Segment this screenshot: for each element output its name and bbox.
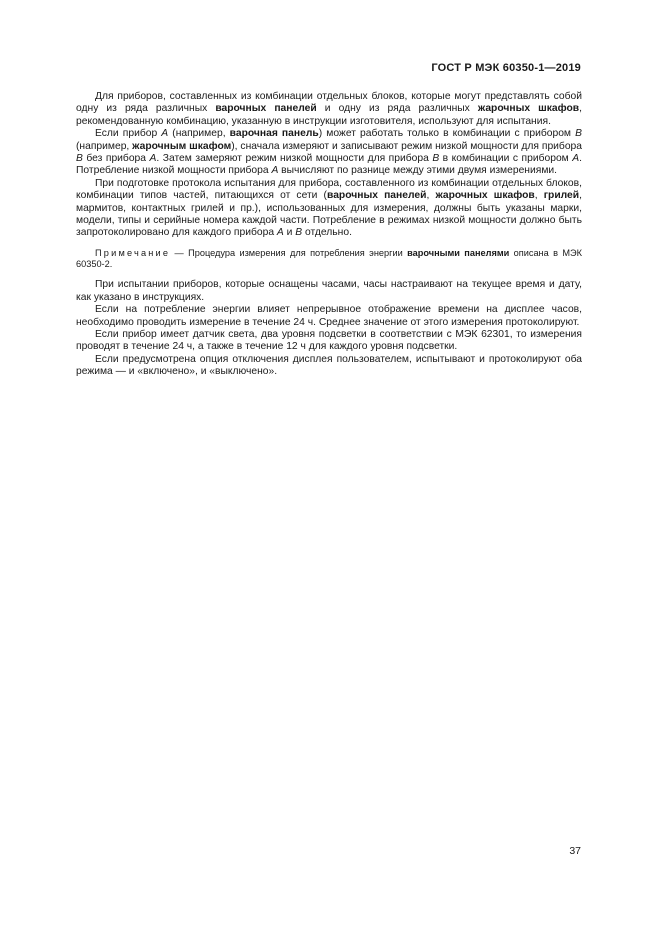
term-bold: варочными панелями [407, 247, 510, 258]
body-text [76, 91, 582, 379]
text-run: Если прибор [95, 128, 162, 140]
device-label: А [271, 165, 279, 177]
note-paragraph [76, 248, 582, 270]
text-run: , мармитов, контактных грилей и пр.), использованных для измерения, должны быть указаны марки, модели, типы и серийные номера каждой части. Потребление в режимах низкой мощности должно быть запротоколировано для каждого прибора [76, 190, 582, 239]
text-run: без прибора [82, 153, 150, 165]
paragraph-test-report [76, 178, 582, 240]
term-bold: жарочным шкафом [132, 140, 232, 152]
text-run: — Процедура измерения для потребления энергии [170, 247, 408, 258]
device-label: А [161, 128, 169, 140]
text-run: ), сначала измеряют и записывают режим низкой мощности для прибора [231, 140, 582, 152]
text-run: (например, [76, 140, 133, 152]
text-run: , [534, 190, 544, 202]
text-run: описана в МЭК 60350-2. [76, 247, 582, 270]
page-number: 37 [569, 845, 581, 857]
device-label: В [432, 153, 440, 165]
text-run: , рекомендованную комбинацию, указанную в инструкции изготовителя, используют для испытания. [76, 103, 582, 127]
text-run: (например, [168, 128, 230, 140]
device-label: А [149, 153, 157, 165]
paragraph-clock-setting: При испытании приборов, которые оснащены часами, часы настраивают на текущее время и дату, как указано в инструкциях. [76, 279, 582, 303]
standard-header: ГОСТ Р МЭК 60350-1—2019 [431, 62, 581, 74]
term-bold: варочных панелей [215, 103, 317, 115]
text-run: вычисляют по разнице между этими двумя измерениями. [278, 165, 558, 177]
paragraph-device-a-b [76, 128, 582, 178]
text-run: . Потребление низкой мощности прибора [76, 153, 583, 177]
device-label: А [572, 153, 580, 165]
text-run: и одну из ряда различных [316, 103, 478, 115]
term-bold: грилей [543, 190, 580, 202]
text-run: При подготовке протокола испытания для прибора, составленного из комбинации отдельных блоков, комбинации типов частей, питающихся от сети ( [76, 177, 582, 202]
paragraph-light-sensor: Если прибор имеет датчик света, два уровня подсветки в соответствии с МЭК 62301, то измерения проводят в течение 24 ч, а также в течение 12 ч для каждого уровня подсветки. [76, 328, 582, 353]
paragraph-clock-display: Если на потребление энергии влияет непрерывное отображение времени на дисплее часов, необходимо проводить измерение в течение 24 ч. Среднее значение от этого измерения протоколируют. [76, 304, 582, 328]
paragraph-display-off: Если предусмотрена опция отключения дисплея пользователем, испытывают и протоколируют оба режима — и «включено», и «выключено». [76, 353, 582, 378]
text-run: , [426, 190, 436, 202]
paragraph-combination-units [76, 91, 582, 128]
text-run: Для приборов, составленных из комбинации отдельных блоков, которые могут представлять собой одну из ряда различных [76, 91, 582, 115]
term-bold: варочная панель [229, 128, 319, 140]
note-label: Примечание [95, 247, 171, 258]
device-label: В [76, 153, 83, 165]
device-label: В [295, 227, 303, 239]
term-bold: жарочных шкафов [477, 103, 580, 115]
device-label: А [276, 227, 284, 239]
text-run: и [283, 227, 296, 239]
text-run: в комбинации с прибором [439, 153, 573, 165]
text-run: отдельно. [302, 227, 352, 239]
text-run: ) может работать только в комбинации с прибором [318, 128, 576, 140]
term-bold: варочных панелей [327, 190, 427, 202]
text-run: . Затем замеряют режим низкой мощности для прибора [156, 153, 433, 165]
device-label: В [575, 128, 582, 140]
term-bold: жарочных шкафов [435, 190, 535, 202]
